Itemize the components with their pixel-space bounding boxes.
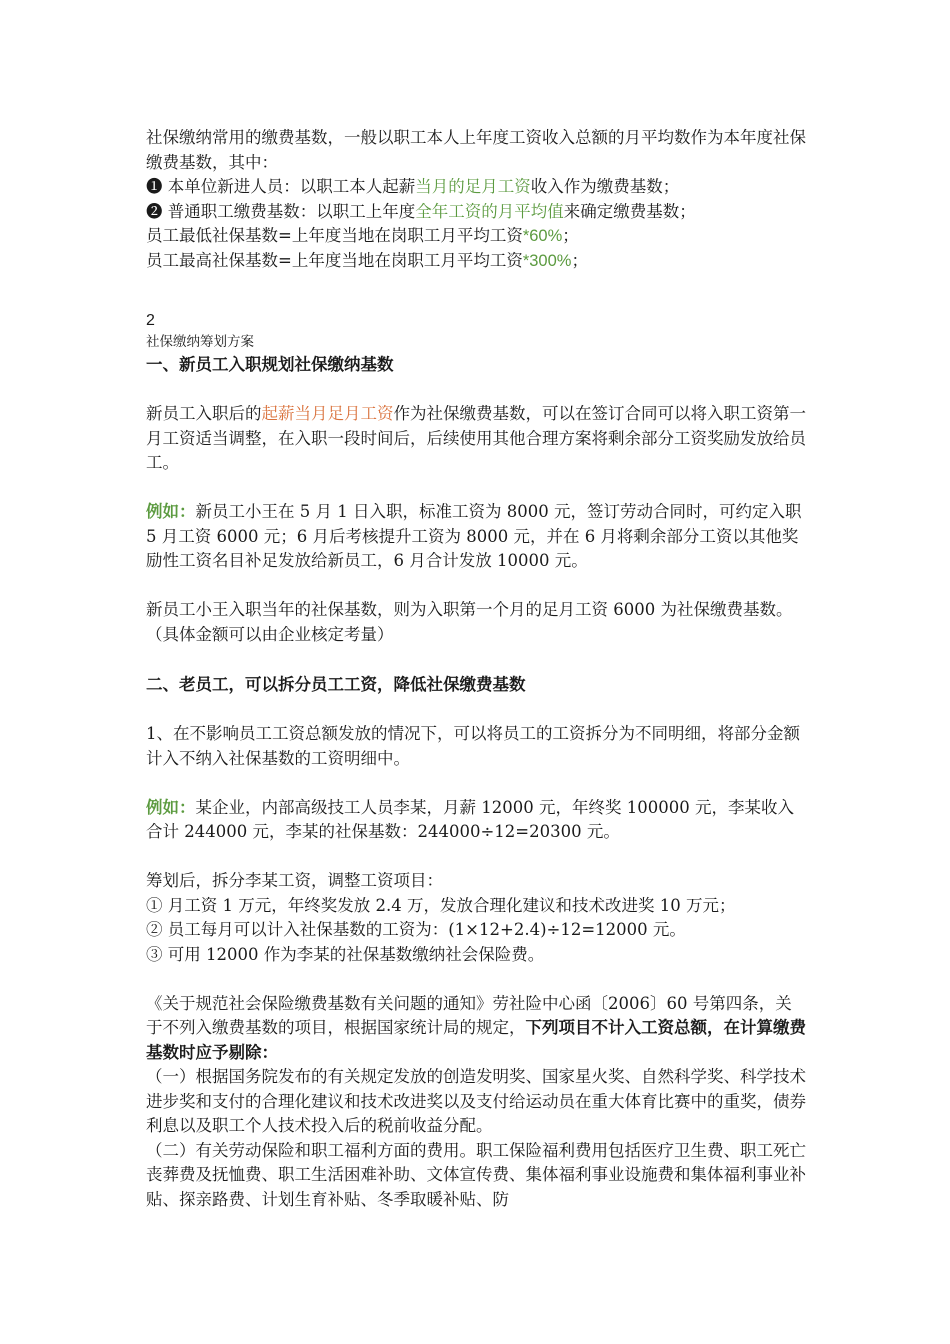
- part1-example: 例如：新员工小王在 5 月 1 日入职，标准工资为 8000 元，签订劳动合同时，可约定入职 5 月工资 6000 元；6 月后考核提升工资为 8000 元，并在 6 月将剩余部分工资以其他奖励性工资名目补足发放给新员工，6 月合计发放 10000 元。: [146, 502, 802, 570]
- circled-1-icon: ①: [146, 895, 163, 915]
- step-item: ② 员工每月可以计入社保基数的工资为：(1×12+2.4)÷12=12000 元。: [146, 920, 686, 939]
- circled-3-icon: ③: [146, 944, 163, 964]
- part2-heading: 二、老员工，可以拆分员工工资，降低社保缴费基数: [146, 674, 526, 694]
- part1-heading: 一、新员工入职规划社保缴纳基数: [146, 354, 394, 374]
- circled-2-icon: ②: [146, 920, 163, 939]
- section-title: 社保缴纳筹划方案: [146, 333, 254, 350]
- max-base-line: 员工最高社保基数=上年度当地在岗职工月平均工资*300%；: [146, 250, 588, 270]
- excluded-item: （一）根据国务院发布的有关规定发放的创造发明奖、国家星火奖、自然科学奖、科学技术进步奖和支付的合理化建议和技术改进奖以及支付给运动员在重大体育比赛中的重奖，债券利息以及职工个人技术投入后的税前收益分配。: [146, 1067, 806, 1135]
- part2-after: 筹划后，拆分李某工资，调整工资项目：: [146, 871, 443, 890]
- part2-point-1: 1、在不影响员工工资总额发放的情况下，可以将员工的工资拆分为不同明细，将部分金额计入不纳入社保基数的工资明细中。: [146, 724, 800, 768]
- excluded-item: （二）有关劳动保险和职工福利方面的费用。职工保险福利费用包括医疗卫生费、职工死亡丧葬费及抚恤费、职工生活困难补助、文体宣传费、集体福利事业设施费和集体福利事业补贴、探亲路费、计划生育补贴、冬季取暖补贴、防: [146, 1140, 806, 1209]
- step-item: ③ 可用 12000 作为李某的社保基数缴纳社会保险费。: [146, 944, 545, 964]
- part2-example: 例如：某企业，内部高级技工人员李某，月薪 12000 元，年终奖 100000 元，李某收入合计 244000 元，李某的社保基数：244000÷12=20300 元。: [146, 797, 794, 841]
- step-item: ① 月工资 1 万元，年终奖发放 2.4 万，发放合理化建议和技术改进奖 10 万元；: [146, 895, 736, 915]
- intro-paragraph: 社保缴纳常用的缴费基数，一般以职工本人上年度工资收入总额的月平均数作为本年度社保缴费基数，其中：: [146, 128, 806, 172]
- bullet-2-icon: ❷: [146, 201, 163, 221]
- part1-conclusion: 新员工小王入职当年的社保基数，则为入职第一个月的足月工资 6000 为社保缴费基数。（具体金额可以由企业核定考量）: [146, 600, 793, 644]
- section-number: 2: [146, 311, 155, 329]
- document-page: [146, 126, 806, 1212]
- notice-paragraph: 《关于规范社会保险缴费基数有关问题的通知》劳社险中心函〔2006〕60 号第四条，关于不列入缴费基数的项目，根据国家统计局的规定，下列项目不计入工资总额，在计算缴费基数时应予剔除：: [146, 993, 806, 1062]
- min-base-line: 员工最低社保基数=上年度当地在岗职工月平均工资*60%；: [146, 226, 579, 245]
- part1-paragraph: 新员工入职后的起薪当月足月工资作为社保缴费基数，可以在签订合同可以将入职工资第一月工资适当调整，在入职一段时间后，后续使用其他合理方案将剩余部分工资奖励发放给员工。: [146, 404, 806, 472]
- bullet-1-icon: ❶: [146, 177, 163, 196]
- intro-item-1: ❶ 本单位新进人员：以职工本人起薪当月的足月工资收入作为缴费基数；: [146, 177, 680, 196]
- intro-item-2: ❷ 普通职工缴费基数：以职工上年度全年工资的月平均值来确定缴费基数；: [146, 201, 696, 221]
